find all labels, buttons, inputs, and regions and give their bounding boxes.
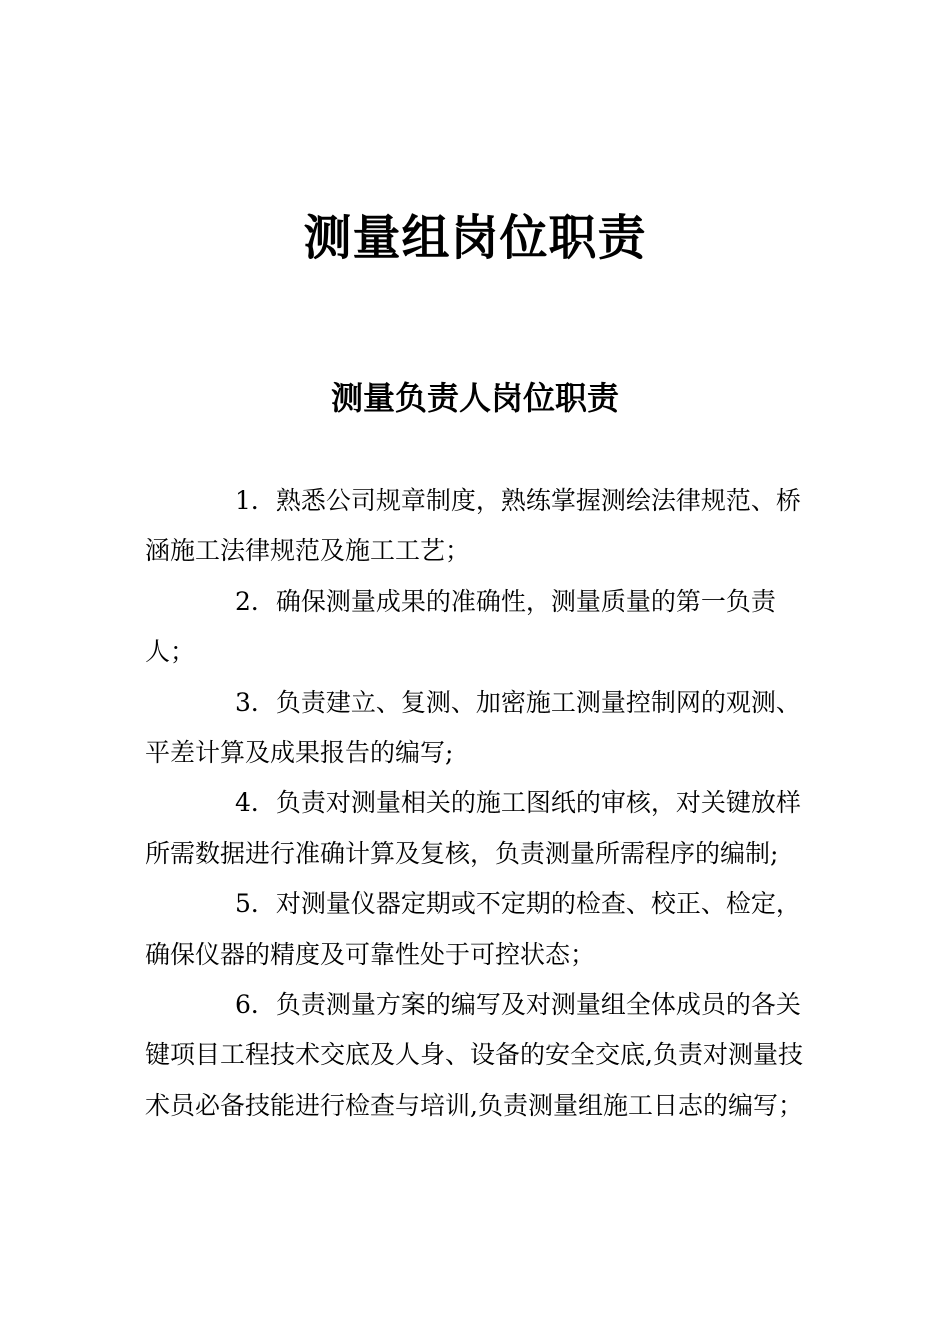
duty-list bbox=[145, 476, 805, 1131]
duty-item-5: 5．对测量仪器定期或不定期的检查、校正、检定，确保仪器的精度及可靠性处于可控状态； bbox=[145, 889, 801, 969]
duty-item-1: 1．熟悉公司规章制度，熟练掌握测绘法律规范、桥涵施工法律规范及施工工艺； bbox=[145, 486, 801, 566]
duty-item-3: 3．负责建立、复测、加密施工测量控制网的观测、平差计算及成果报告的编写; bbox=[145, 687, 801, 768]
section-title: 测量负责人岗位职责 bbox=[330, 379, 619, 417]
duty-item-6: 6．负责测量方案的编写及对测量组全体成员的各关键项目工程技术交底及人身、设备的安全交底,负责对测量技术员必备技能进行检查与培训,负责测量组施工日志的编写； bbox=[145, 990, 803, 1120]
duty-item-4: 4．负责对测量相关的施工图纸的审核，对关键放样所需数据进行准确计算及复核，负责测量所需程序的编制; bbox=[145, 788, 801, 868]
document-title: 测量组岗位职责 bbox=[303, 210, 647, 266]
duty-item-2: 2．确保测量成果的准确性，测量质量的第一负责人； bbox=[145, 586, 776, 667]
